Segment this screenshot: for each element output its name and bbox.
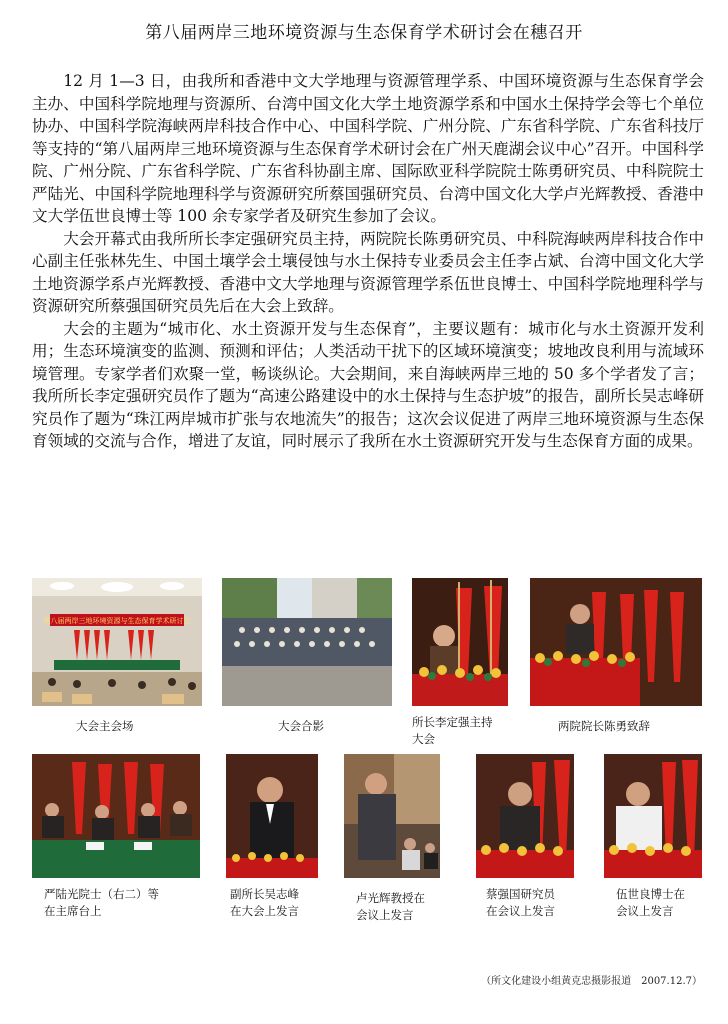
caption-yan bbox=[44, 886, 159, 920]
caption-ng-line2: 会议上发言 bbox=[616, 904, 674, 918]
photo-cai-speech bbox=[476, 754, 574, 878]
caption-lu bbox=[356, 890, 425, 924]
article-title: 第八届两岸三地环境资源与生态保育学术研讨会在穗召开 bbox=[145, 23, 583, 43]
footer-credit: （所文化建设小组黄克忠摄影报道 2007.12.7） bbox=[481, 976, 702, 987]
photo-main-venue bbox=[32, 578, 202, 706]
caption-yan-line2: 在主席台上 bbox=[44, 904, 102, 918]
photo-ng-speech bbox=[604, 754, 702, 878]
caption-li-host bbox=[412, 714, 493, 748]
caption-wu-line2: 在大会上发言 bbox=[230, 904, 299, 918]
photo-group bbox=[222, 578, 392, 706]
caption-lu-line2: 会议上发言 bbox=[356, 908, 414, 922]
caption-li-host-line2: 大会 bbox=[412, 732, 435, 746]
caption-cai bbox=[486, 886, 555, 920]
caption-li-host-line1: 所长李定强主持 bbox=[412, 715, 493, 729]
caption-group-photo: 大会合影 bbox=[278, 719, 324, 733]
photo-lu-speech bbox=[344, 754, 440, 878]
paragraph-3: 大会的主题为“城市化、水土资源开发与生态保育”，主要议题有：城市化与水土资源开发利用；生态环境演变的监测、预测和评估；人类活动干扰下的区域环境演变；坡地改良利用与流域环境管理。专家学者们欢聚一堂，畅谈纵论。大会期间，来自海峡两岸三地的 50 多个学者发了言；我所所长李定强研究员作了题为“高速公路建设中的水土保持与生态护坡”的报告，副所长吴志峰研究员作了题为“珠江两岸城市扩张与农地流失”的报告；这次会议促进了两岸三地环境资源与生态保育领域的交流与合作，增进了友谊，同时展示了我所在水土资源研究开发与生态保育方面的成果。 bbox=[32, 319, 704, 450]
caption-wu-line1: 副所长吴志峰 bbox=[230, 887, 299, 901]
caption-ng bbox=[616, 886, 685, 920]
banner-text: 第八届两岸三地环境资源与生态保育学术研讨会 bbox=[43, 617, 191, 625]
caption-chen-speech: 两院院长陈勇致辞 bbox=[558, 719, 650, 733]
caption-main-venue: 大会主会场 bbox=[76, 719, 134, 733]
caption-ng-line1: 伍世良博士在 bbox=[616, 887, 685, 901]
photo-li-host bbox=[412, 578, 508, 706]
photo-yan-rostrum bbox=[32, 754, 200, 878]
caption-lu-line1: 卢光辉教授在 bbox=[356, 891, 425, 905]
caption-wu bbox=[230, 886, 299, 920]
article-body bbox=[32, 70, 704, 453]
photo-wu-speech bbox=[226, 754, 318, 878]
paragraph-2: 大会开幕式由我所所长李定强研究员主持，两院院长陈勇研究员、中科院海峡两岸科技合作中心副主任张林先生、中国土壤学会土壤侵蚀与水土保持专业委员会主任李占斌、台湾中国文化大学土地资源学系卢光辉教授、香港中文大学地理与资源管理学系伍世良博士、中国科学院地理科学与资源研究所蔡强国研究员先后在大会上致辞。 bbox=[32, 229, 704, 315]
paragraph-1: 12 月 1—3 日，由我所和香港中文大学地理与资源管理学系、中国环境资源与生态保育学会主办、中国科学院地理与资源所、台湾中国文化大学土地资源学系和中国水土保持学会等七个单位协办、中国科学院海峡两岸科技合作中心、中国科学院、广州分院、广东省科学院、广东省科技厅等支持的“第八届两岸三地环境资源与生态保育学术研讨会在广州天鹿湖会议中心”召开。中国科学院、广州分院、广东省科学院、广东省科协副主席、国际欧亚科学院院士陈勇研究员、中科院院士严陆光、中国科学院地理科学与资源研究所蔡国强研究员、台湾中国文化大学卢光辉教授、香港中文大学伍世良博士等 100 余专家学者及研究生参加了会议。 bbox=[32, 72, 704, 225]
caption-cai-line1: 蔡强国研究员 bbox=[486, 887, 555, 901]
photo-chen-speech bbox=[530, 578, 702, 706]
caption-yan-line1: 严陆光院士（右二）等 bbox=[44, 887, 159, 901]
caption-cai-line2: 在会议上发言 bbox=[486, 904, 555, 918]
